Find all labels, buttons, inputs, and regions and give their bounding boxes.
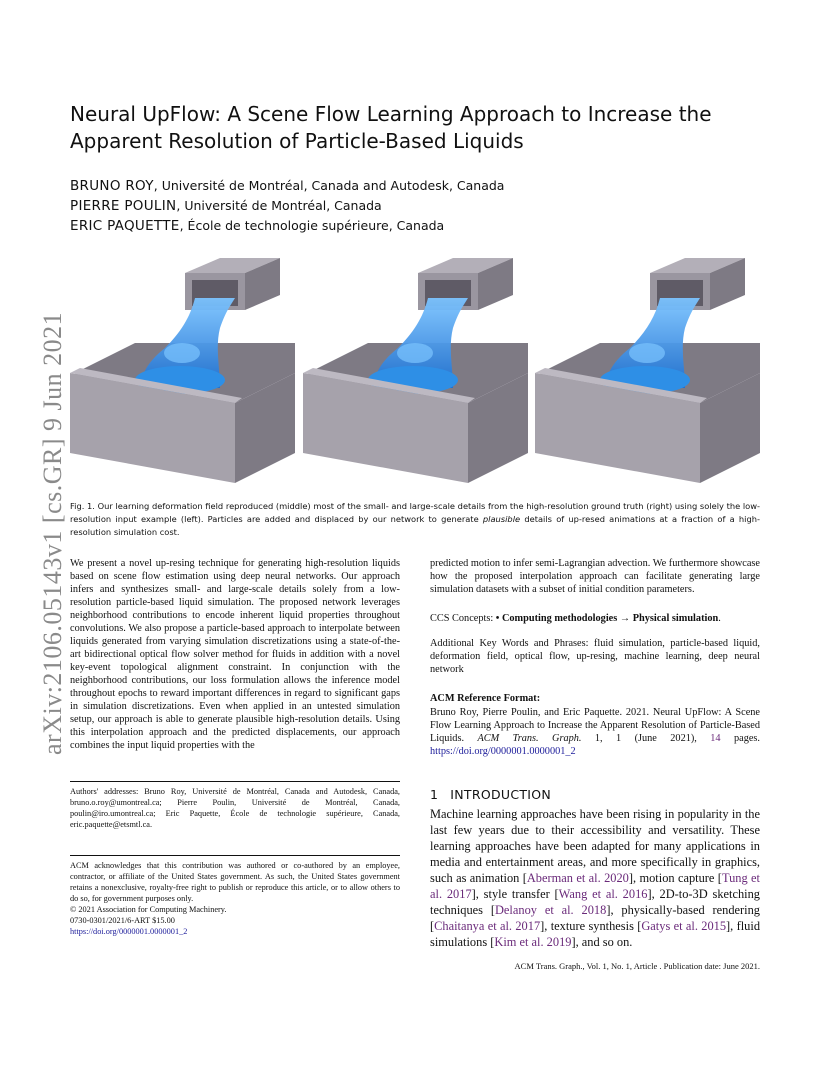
author-affiliation: , École de technologie supérieure, Canada [179, 218, 445, 233]
author-line [70, 176, 760, 196]
section-number: 1 [430, 787, 439, 802]
keywords: Additional Key Words and Phrases: fluid simulation, particle-based liquid, deformation field, optical flow, up-resing, machine learning, deep neural network [430, 638, 760, 675]
citation-link[interactable]: Kim et al. 2019 [494, 935, 572, 949]
citation-link[interactable]: Aberman et al. 2020 [526, 871, 629, 885]
section-title: INTRODUCTION [450, 787, 552, 802]
page-footer: ACM Trans. Graph., Vol. 1, No. 1, Article . Publication date: June 2021. [514, 961, 760, 971]
abstract-right: predicted motion to infer semi-Lagrangian advection. We furthermore showcase how the proposed interpolation approach can facilitate generating large simulation datasets with a subset of initial condition parameters. [430, 558, 760, 595]
authors-addresses: Authors' addresses: Bruno Roy, Université de Montréal, Canada and Autodesk, Canada, bruno.o.roy@umontreal.ca; Pierre Poulin, Université de Montréal, Canada, poulin@iro.umontreal.ca; Eric Paquette, École de technologie supérieure, Canada, eric.paquette@etsmtl.ca. [70, 787, 400, 829]
citation-link[interactable]: Gatys et al. 2015 [641, 919, 727, 933]
author-name: ERIC PAQUETTE [70, 218, 180, 234]
copyright-line: © 2021 Association for Computing Machinery. [70, 905, 227, 914]
liquid-highlight [397, 343, 433, 363]
arxiv-identifier: arXiv:2106.05143v1 [cs.GR] 9 Jun 2021 [38, 311, 67, 755]
citation-link[interactable]: Tung et al. 2017 [430, 871, 760, 901]
author-affiliation: , Université de Montréal, Canada [176, 198, 382, 213]
author-line [70, 216, 760, 236]
figure-panel-low-resolution [70, 258, 295, 483]
figure-caption: Fig. 1. Our learning deformation field reproduced (middle) most of the small- and large-scale details from the high-resolution ground truth (right) using solely the low-resolution input example (left). Particles are added and displaced by our network to generate plausible details of up-resed animations at a fraction of a high-resolution simulation cost. [70, 501, 760, 537]
author-list [70, 176, 760, 236]
figure-panel-high-resolution [535, 258, 760, 483]
citation-link[interactable]: Delanoy et al. 2018 [494, 903, 607, 917]
footnote-rule [70, 855, 400, 856]
teaser-figure [70, 248, 760, 488]
doi-link[interactable]: https://doi.org/0000001.0000001_2 [430, 746, 576, 757]
reference-heading: ACM Reference Format: [430, 693, 541, 704]
liquid-highlight [629, 343, 665, 363]
pages-link[interactable]: 14 [710, 733, 721, 744]
acm-notice [70, 860, 400, 937]
abstract-left: We present a novel up-resing technique for generating high-resolution liquids based on scene flow estimation using deep neural networks. Our approach infers and synthesizes small- and large-scale details solely from a low-resolution particle-based liquid simulation. The proposed network leverages neighborhood contributions to encode inherent liquid properties throughout convolutions. We also propose a particle-based approach to interpolate between liquids generated from varying simulation discretizations using a state-of-the-art bidirectional optical flow solver method for fluids in addition with a novel key-event topological alignment constraint. In conjunction with the neighborhood contributions, our loss formulation allows the inference model throughout epochs to reward important differences in regard to significant gaps in simulation discretizations. Even when applied in an untested simulation setup, our approach is able to generate plausible high-resolution details. Using this interpolation approach and the predicted displacements, our approach combines the input liquid properties with the [70, 558, 400, 751]
footnote-doi-link[interactable]: https://doi.org/0000001.0000001_2 [70, 927, 188, 936]
citation-link[interactable]: Chaitanya et al. 2017 [434, 919, 541, 933]
footnote-rule [70, 781, 400, 782]
introduction-text: Machine learning approaches have been rising in popularity in the last few years due to their accessibility and versatility. These learning approaches have been adapted for many applications in media and entertainment areas, and more specifically in graphics, such as animation [Aberman et al. 2020], motion capture [Tung et al. 2017], style transfer [Wang et al. 2016], 2D-to-3D sketching techniques [Delanoy et al. 2018], physically-based rendering [Chaitanya et al. 2017], texture synthesis [Gatys et al. 2015], fluid simulations [Kim et al. 2019], and so on. [430, 807, 761, 949]
ccs-concepts: CCS Concepts: • Computing methodologies → Physical simulation. [430, 613, 721, 624]
section-heading [430, 787, 551, 802]
paper-title: Neural UpFlow: A Scene Flow Learning Approach to Increase the Apparent Resolution of Particle-Based Liquids [70, 102, 712, 153]
figure-panel-neural-upflow [303, 258, 528, 483]
reference-format: Bruno Roy, Pierre Poulin, and Eric Paquette. 2021. Neural UpFlow: A Scene Flow Learning Approach to Increase the Apparent Resolution of Particle-Based Liquids. ACM Trans. Graph. 1, 1 (June 2021), 14 pages. https://doi.org/0000001.0000001_2 [430, 707, 760, 757]
author-name: BRUNO ROY [70, 178, 154, 194]
acm-acknowledgement: ACM acknowledges that this contribution was authored or co-authored by an employee, contractor, or affiliate of the United States government. As such, the United States government retains a nonexclusive, royalty-free right to publish or reproduce this article, or to allow others to do so, for government purposes only. [70, 861, 400, 903]
issn-line: 0730-0301/2021/6-ART $15.00 [70, 916, 175, 925]
liquid-highlight [164, 343, 200, 363]
author-line [70, 196, 760, 216]
citation-link[interactable]: Wang et al. 2016 [558, 887, 648, 901]
author-name: PIERRE POULIN [70, 198, 177, 214]
author-affiliation: , Université de Montréal, Canada and Autodesk, Canada [153, 178, 505, 193]
